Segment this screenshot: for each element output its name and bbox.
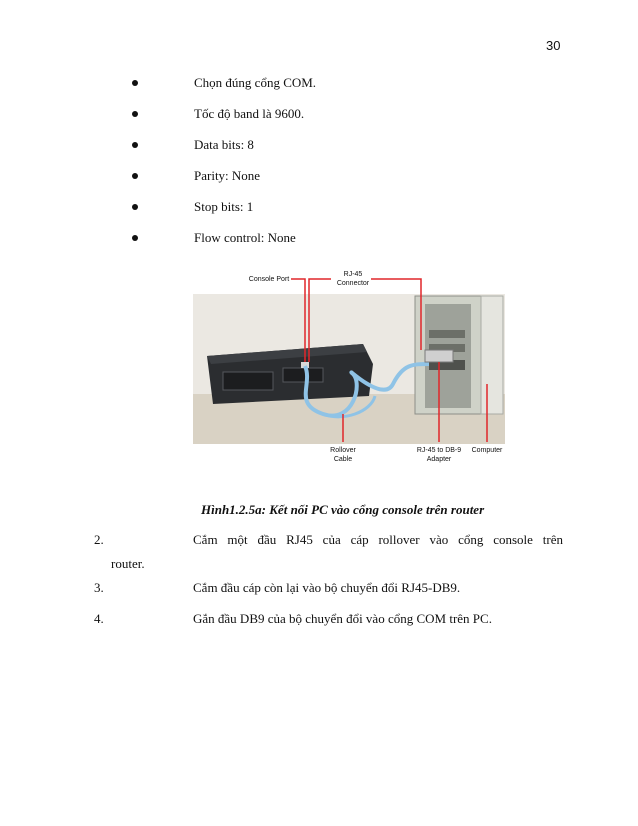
rollover-label-line1: Rollover (330, 447, 356, 454)
bullet-item (0, 106, 638, 137)
step-text: Cắm một đầu RJ45 của cáp rollover vào cổng console trên (193, 532, 563, 547)
step-number: 2. (94, 532, 104, 547)
step-text: Gắn đầu DB9 của bộ chuyển đổi vào cổng COM trên PC. (193, 611, 492, 626)
figure-caption: Hình1.2.5a: Kết nối PC vào cổng console trên router (201, 502, 485, 517)
adapter-label-line1: RJ-45 to DB-9 (416, 447, 462, 454)
step-number: 4. (94, 611, 104, 626)
bullet-item (0, 137, 638, 168)
bullet-icon (132, 173, 138, 179)
computer-label: Computer (471, 447, 503, 454)
rj45-db9-adapter (425, 350, 453, 362)
page-number: 30 (546, 38, 561, 53)
bullet-icon (132, 80, 138, 86)
step-number: 3. (94, 580, 104, 595)
bullet-text: Tốc độ band là 9600. (194, 106, 305, 121)
step-text: Cắm đầu cáp còn lại vào bộ chuyển đổi RJ45-DB9. (193, 580, 461, 595)
bullet-text: Data bits: 8 (194, 137, 254, 152)
bullet-text: Chọn đúng cổng COM. (194, 75, 317, 90)
bullet-item (0, 168, 638, 199)
rj45-label-line2: Connector (336, 280, 370, 287)
bullet-text: Parity: None (194, 168, 261, 183)
bullet-item (0, 199, 638, 230)
bullet-icon (132, 142, 138, 148)
adapter-label-line2: Adapter (426, 456, 452, 463)
console-port-label: Console Port (248, 276, 290, 283)
router-console-connection-figure (193, 264, 519, 492)
router-console-photo (193, 264, 519, 492)
rj45-label-line1: RJ-45 (343, 271, 363, 278)
rollover-label-line2: Cable (333, 456, 353, 463)
bullet-icon (132, 235, 138, 241)
step-text-continuation: router. (111, 556, 145, 571)
bullet-item (0, 230, 638, 261)
bullet-icon (132, 204, 138, 210)
bullet-icon (132, 111, 138, 117)
bullet-text: Stop bits: 1 (194, 199, 254, 214)
bullet-text: Flow control: None (194, 230, 296, 245)
bullet-item (0, 75, 638, 106)
settings-bullet-list (0, 75, 638, 261)
